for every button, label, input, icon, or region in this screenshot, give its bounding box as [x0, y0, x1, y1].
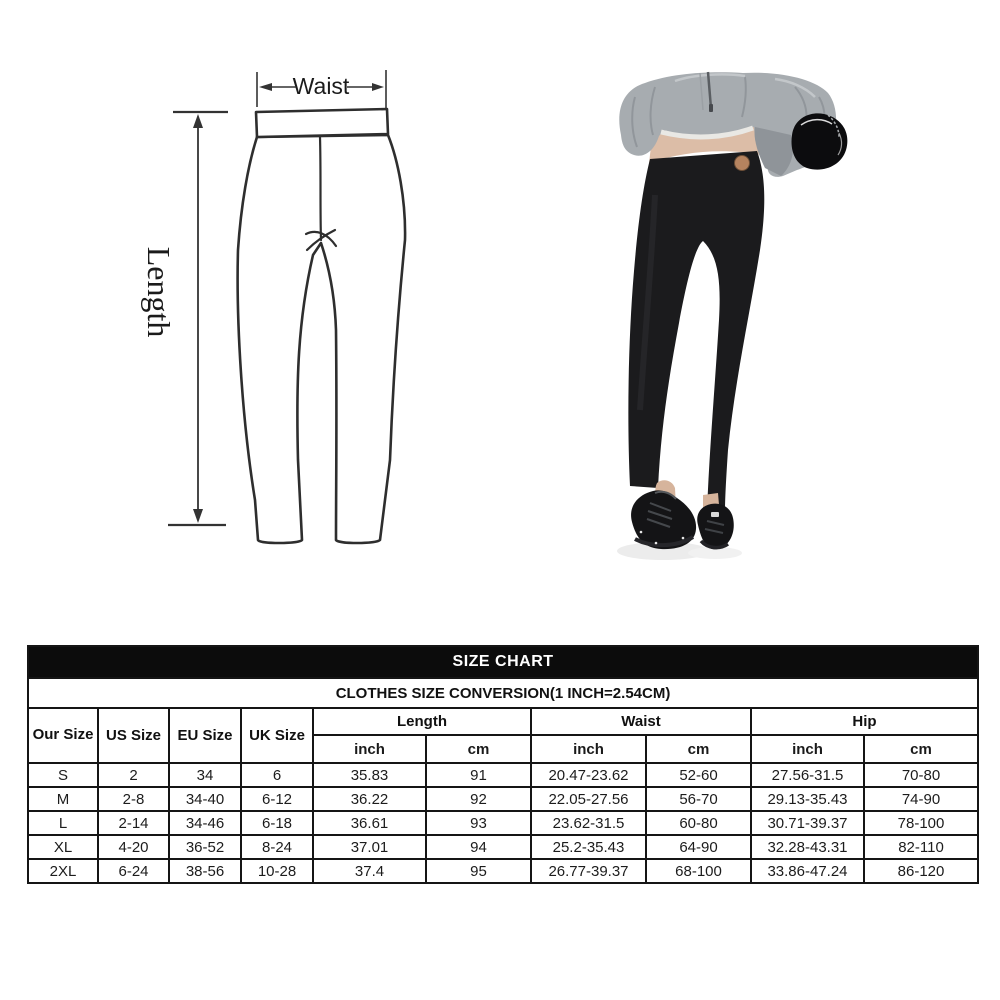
model-photo — [595, 55, 885, 570]
size-row-l — [28, 811, 978, 835]
size-chart-title: SIZE CHART — [28, 646, 978, 678]
size-chart-cell: 29.13-35.43 — [751, 787, 864, 811]
size-chart-cell: 30.71-39.37 — [751, 811, 864, 835]
size-chart-cell: 94 — [426, 835, 531, 859]
size-chart-cell: 22.05-27.56 — [531, 787, 646, 811]
size-chart-cell: 68-100 — [646, 859, 751, 883]
size-chart-cell: 23.62-31.5 — [531, 811, 646, 835]
col-header-hip-inch: inch — [751, 735, 864, 763]
size-chart-cell: 92 — [426, 787, 531, 811]
size-chart-cell: 6-12 — [241, 787, 313, 811]
size-row-xl — [28, 835, 978, 859]
col-header-our-size: Our Size — [28, 708, 98, 763]
col-header-hip-cm: cm — [864, 735, 978, 763]
size-chart-cell: S — [28, 763, 98, 787]
size-chart-cell: 74-90 — [864, 787, 978, 811]
size-chart-cell: 82-110 — [864, 835, 978, 859]
size-chart-cell: 60-80 — [646, 811, 751, 835]
col-header-uk-size: UK Size — [241, 708, 313, 763]
size-chart-cell: 35.83 — [313, 763, 426, 787]
size-chart-cell: 36-52 — [169, 835, 241, 859]
size-chart-cell: 78-100 — [864, 811, 978, 835]
size-chart-cell: 91 — [426, 763, 531, 787]
size-chart-cell: 27.56-31.5 — [751, 763, 864, 787]
size-chart-cell: 34-40 — [169, 787, 241, 811]
col-header-waist: Waist — [531, 708, 751, 735]
size-chart-cell: 93 — [426, 811, 531, 835]
size-chart-cell: 36.22 — [313, 787, 426, 811]
waist-label: Waist — [292, 73, 350, 99]
leggings-outline-drawing — [238, 109, 405, 543]
col-header-length-inch: inch — [313, 735, 426, 763]
size-chart-cell: L — [28, 811, 98, 835]
size-chart-cell: 6-18 — [241, 811, 313, 835]
size-chart-cell: 38-56 — [169, 859, 241, 883]
size-chart-cell: 95 — [426, 859, 531, 883]
size-chart-cell: 70-80 — [864, 763, 978, 787]
size-chart-cell: 52-60 — [646, 763, 751, 787]
size-chart-cell: 86-120 — [864, 859, 978, 883]
hip-circle-detail — [735, 156, 750, 171]
size-chart-cell: 2XL — [28, 859, 98, 883]
size-chart-cell: 4-20 — [98, 835, 169, 859]
size-row-2xl — [28, 859, 978, 883]
col-header-length: Length — [313, 708, 531, 735]
size-chart-cell: 20.47-23.62 — [531, 763, 646, 787]
length-label: Length — [141, 246, 177, 338]
size-chart-cell: 37.4 — [313, 859, 426, 883]
size-chart-cell: 6-24 — [98, 859, 169, 883]
size-chart-table — [27, 645, 979, 884]
size-chart-cell: 2-8 — [98, 787, 169, 811]
size-chart-cell: 8-24 — [241, 835, 313, 859]
size-chart-cell: 37.01 — [313, 835, 426, 859]
size-chart-cell: 33.86-47.24 — [751, 859, 864, 883]
black-handbag — [792, 113, 848, 169]
size-chart-cell: 2-14 — [98, 811, 169, 835]
size-row-s — [28, 763, 978, 787]
size-chart-subtitle: CLOTHES SIZE CONVERSION(1 INCH=2.54CM) — [28, 678, 978, 708]
col-header-length-cm: cm — [426, 735, 531, 763]
size-chart-cell: 6 — [241, 763, 313, 787]
size-chart-cell: 36.61 — [313, 811, 426, 835]
size-chart-cell: 2 — [98, 763, 169, 787]
size-chart-cell: 34-46 — [169, 811, 241, 835]
col-header-waist-inch: inch — [531, 735, 646, 763]
col-header-hip: Hip — [751, 708, 978, 735]
col-header-us-size: US Size — [98, 708, 169, 763]
size-chart — [27, 645, 977, 884]
black-leggings — [628, 151, 764, 513]
col-header-waist-cm: cm — [646, 735, 751, 763]
col-header-eu-size: EU Size — [169, 708, 241, 763]
size-chart-cell: 34 — [169, 763, 241, 787]
size-chart-cell: 26.77-39.37 — [531, 859, 646, 883]
size-chart-cell: 64-90 — [646, 835, 751, 859]
size-chart-cell: 10-28 — [241, 859, 313, 883]
size-chart-cell: 56-70 — [646, 787, 751, 811]
size-chart-cell: 32.28-43.31 — [751, 835, 864, 859]
size-chart-cell: M — [28, 787, 98, 811]
leggings-measurement-diagram — [120, 55, 460, 580]
size-chart-cell: 25.2-35.43 — [531, 835, 646, 859]
size-chart-cell: XL — [28, 835, 98, 859]
size-row-m — [28, 787, 978, 811]
